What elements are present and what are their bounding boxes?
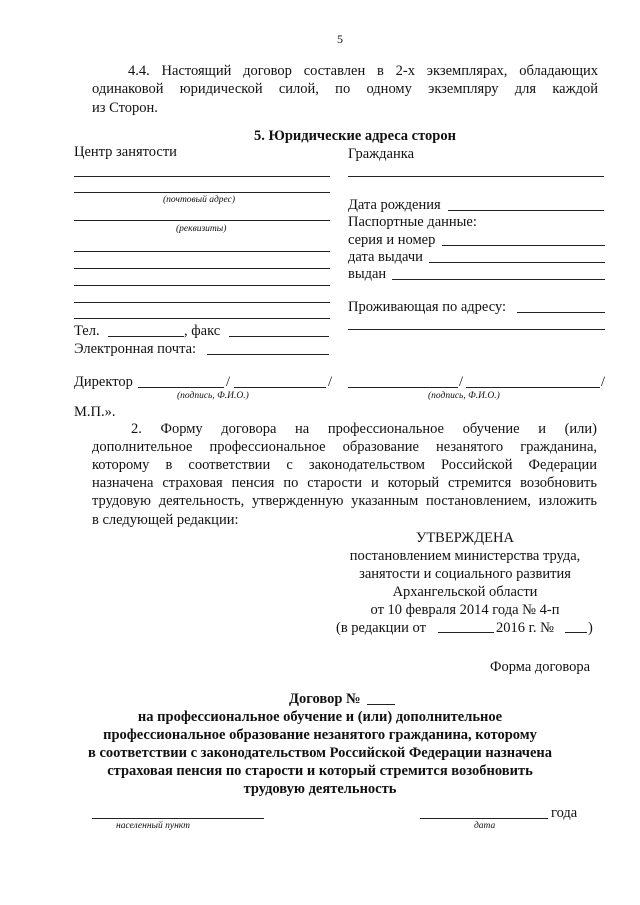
revision-mid: 2016 г. № <box>496 620 555 636</box>
requisites-caption: (реквизиты) <box>176 224 227 234</box>
address-label: Проживающая по адресу: <box>348 299 507 315</box>
revision-number-field[interactable] <box>565 632 587 633</box>
slash: / <box>601 374 606 390</box>
year-label: года <box>551 805 578 821</box>
clause-4-4-line: одинаковой юридической силой, по одному экземпляру для каждой <box>92 81 598 97</box>
revision-prefix: (в редакции от <box>336 620 426 636</box>
contract-subtitle-line: трудовую деятельность <box>243 781 397 797</box>
issue-date-field[interactable] <box>429 262 605 263</box>
contract-title: Договор № <box>289 691 361 707</box>
date-caption: дата <box>474 821 496 831</box>
contract-number-field[interactable] <box>367 704 395 705</box>
item-2-line: дополнительное профессиональное образование незанятого гражданина, <box>92 439 597 455</box>
director-signature-field[interactable] <box>138 387 224 388</box>
citizen-name-field[interactable] <box>466 387 600 388</box>
approval-line: занятости и социального развития <box>359 566 571 582</box>
item-2-line: которому в соответствии с законодательством Российской Федерации <box>92 457 597 473</box>
approval-line: от 10 февраля 2014 года № 4-п <box>370 602 560 618</box>
blank-line <box>74 251 330 252</box>
place-field[interactable] <box>92 818 264 819</box>
date-field[interactable] <box>420 818 548 819</box>
revision-date-field[interactable] <box>438 632 494 633</box>
blank-line <box>74 318 330 319</box>
approval-line: Архангельской области <box>392 584 538 600</box>
blank-line <box>74 285 330 286</box>
fax-label: , факс <box>184 323 221 339</box>
issued-by-field[interactable] <box>392 279 605 280</box>
slash: / <box>328 374 333 390</box>
issued-by-label: выдан <box>348 266 387 282</box>
employment-center-heading: Центр занятости <box>74 144 177 160</box>
address-field-2[interactable] <box>348 329 605 330</box>
birth-date-field[interactable] <box>448 210 604 211</box>
address-field[interactable] <box>517 312 605 313</box>
page-number: 5 <box>337 32 343 46</box>
blank-line <box>74 302 330 303</box>
clause-4-4-line: 4.4. Настоящий договор составлен в 2-х экземплярах, обладающих <box>128 63 598 79</box>
tel-field[interactable] <box>108 336 184 337</box>
item-2-line: 2. Форму договора на профессиональное обучение и (или) <box>131 421 597 437</box>
blank-line <box>74 220 330 221</box>
blank-line <box>74 268 330 269</box>
tel-label: Тел. <box>74 323 100 339</box>
fax-field[interactable] <box>229 336 329 337</box>
series-number-label: серия и номер <box>348 232 436 248</box>
section-5-title: 5. Юридические адреса сторон <box>254 128 456 144</box>
blank-line <box>348 176 604 177</box>
email-field[interactable] <box>207 354 329 355</box>
postal-address-caption: (почтовый адрес) <box>163 195 236 205</box>
citizen-heading: Гражданка <box>348 146 415 162</box>
blank-line <box>74 192 330 193</box>
approval-title: УТВЕРЖДЕНА <box>416 530 514 546</box>
contract-subtitle-line: на профессиональное обучение и (или) дополнительное <box>137 709 503 725</box>
director-sign-caption: (подпись, Ф.И.О.) <box>177 391 249 401</box>
issue-date-label: дата выдачи <box>348 249 423 265</box>
contract-subtitle-line: в соответствии с законодательством Российской Федерации назначена <box>88 745 552 761</box>
citizen-sign-caption: (подпись, Ф.И.О.) <box>428 391 500 401</box>
blank-line <box>74 176 330 177</box>
email-label: Электронная почта: <box>74 341 197 357</box>
item-2-line: трудовую деятельность, утвержденную указанным постановлением, изложить <box>92 493 597 509</box>
approval-line: постановлением министерства труда, <box>349 548 581 564</box>
clause-4-4-line: из Сторон. <box>92 100 158 116</box>
item-2-line: назначена страховая пенсия по старости и который стремится возобновить <box>92 475 597 491</box>
birth-date-label: Дата рождения <box>348 197 441 213</box>
contract-subtitle-line: профессиональное образование незанятого гражданина, которому <box>103 727 537 743</box>
revision-end: ) <box>588 620 593 636</box>
contract-subtitle-line: страховая пенсия по старости и который стремится возобновить <box>107 763 533 779</box>
director-name-field[interactable] <box>234 387 326 388</box>
item-2-line: в следующей редакции: <box>92 512 239 528</box>
slash: / <box>459 374 464 390</box>
passport-label: Паспортные данные: <box>348 214 477 230</box>
slash: / <box>226 374 231 390</box>
director-label: Директор <box>74 374 133 390</box>
form-label: Форма договора <box>490 659 591 675</box>
place-caption: населенный пункт <box>116 821 190 831</box>
citizen-signature-field[interactable] <box>348 387 458 388</box>
series-number-field[interactable] <box>442 245 605 246</box>
stamp-label: М.П.». <box>74 404 116 420</box>
